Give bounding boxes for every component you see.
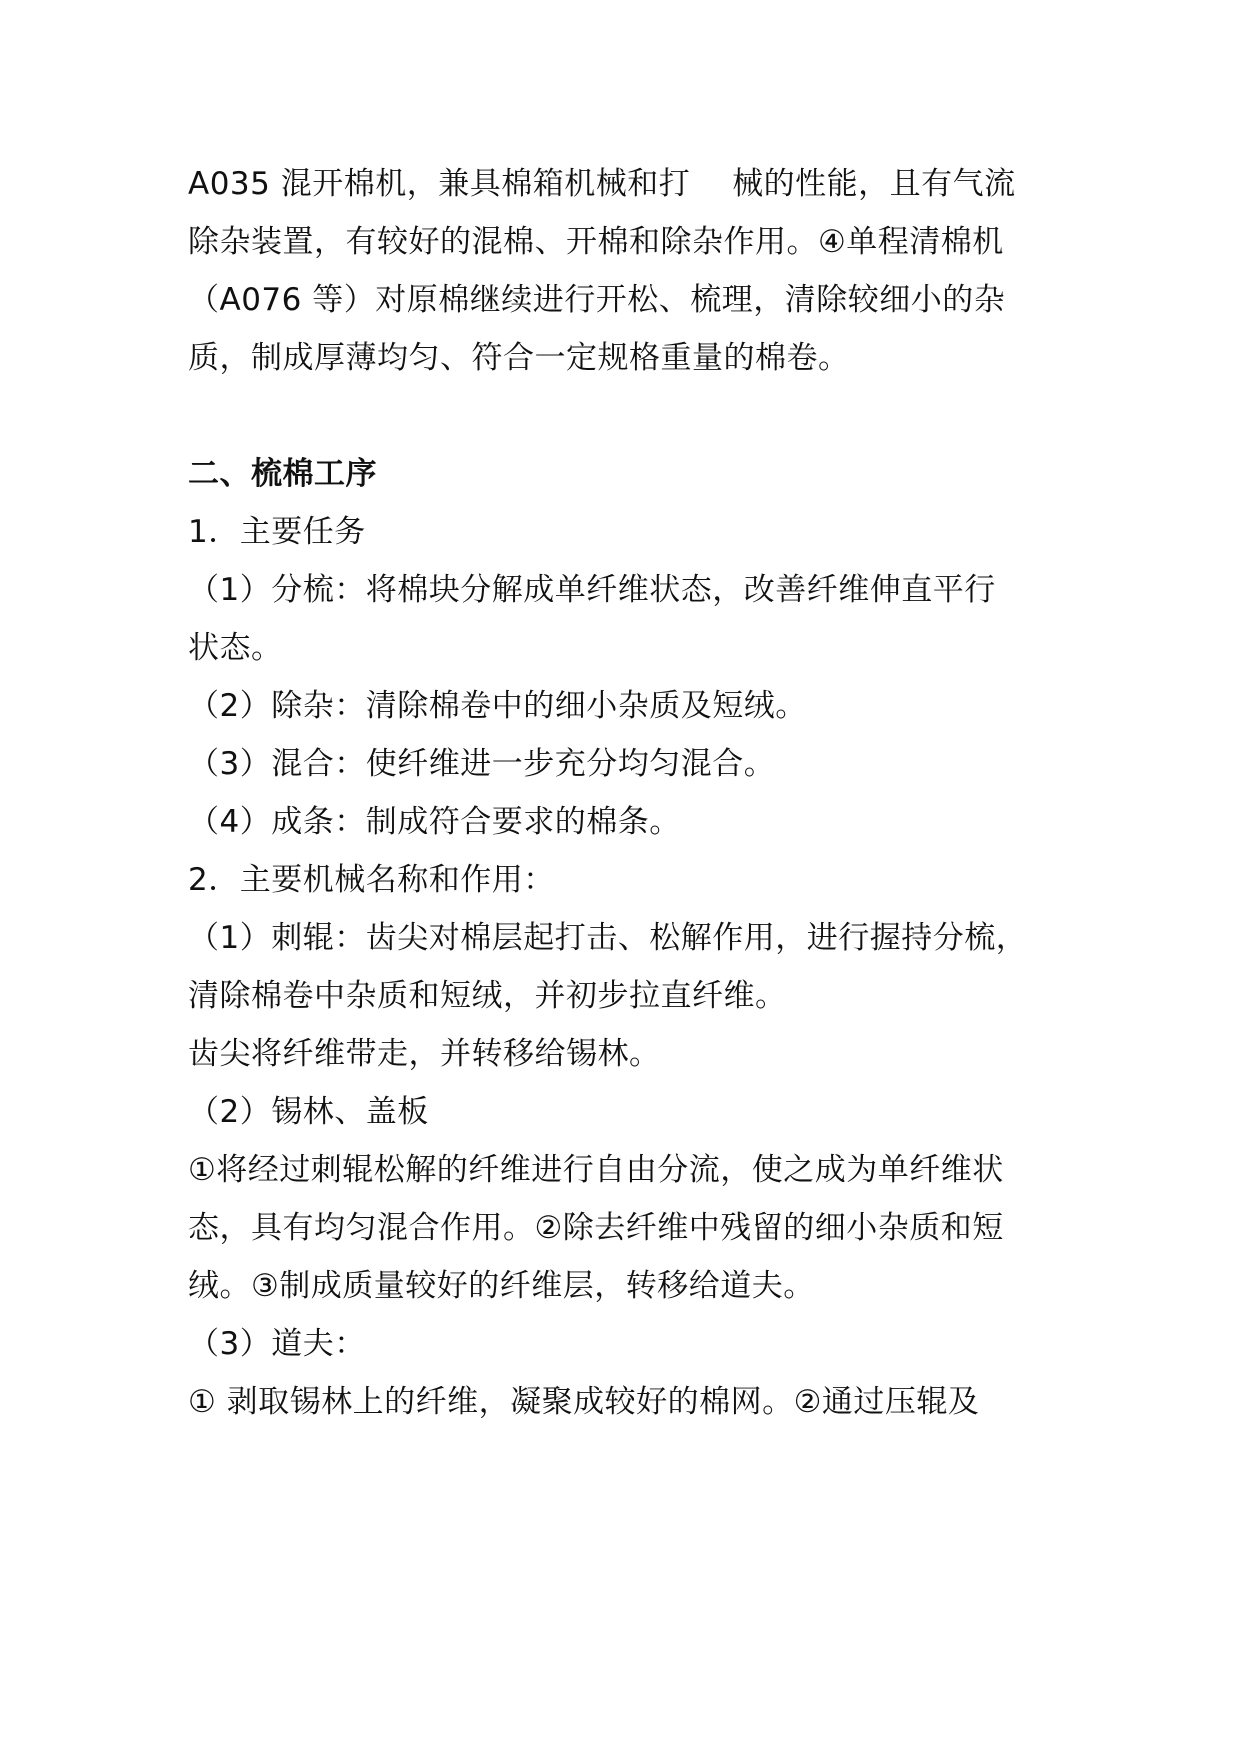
paragraph-line: （3）混合：使纤维进一步充分均匀混合。 bbox=[188, 746, 776, 782]
paragraph-line: （3）道夫： bbox=[188, 1326, 366, 1362]
subsection-heading: 2．主要机械名称和作用： bbox=[188, 862, 555, 898]
paragraph-line: 状态。 bbox=[188, 630, 283, 666]
paragraph-line: （A076 等）对原棉继续进行开松、梳理，清除较细小的杂 bbox=[188, 282, 1006, 318]
paragraph-line: ①将经过刺辊松解的纤维进行自由分流，使之成为单纤维状 bbox=[188, 1152, 1004, 1188]
paragraph-line: 绒。③制成质量较好的纤维层，转移给道夫。 bbox=[188, 1268, 815, 1304]
subsection-heading: 1．主要任务 bbox=[188, 514, 366, 550]
paragraph-line: （2）锡林、盖板 bbox=[188, 1094, 429, 1130]
paragraph-line: A035 混开棉机，兼具棉箱机械和打 械的性能，且有气流 bbox=[188, 166, 1016, 202]
paragraph-line: 质，制成厚薄均匀、符合一定规格重量的棉卷。 bbox=[188, 340, 850, 376]
paragraph-line: 清除棉卷中杂质和短绒，并初步拉直纤维。 bbox=[188, 978, 787, 1014]
paragraph-line: 齿尖将纤维带走，并转移给锡林。 bbox=[188, 1036, 661, 1072]
section-heading: 二、梳棉工序 bbox=[188, 456, 377, 492]
paragraph-line: （2）除杂：清除棉卷中的细小杂质及短绒。 bbox=[188, 688, 807, 724]
paragraph-line: （1）刺辊：齿尖对棉层起打击、松解作用，进行握持分梳， bbox=[188, 920, 1028, 956]
paragraph-line: （4）成条：制成符合要求的棉条。 bbox=[188, 804, 681, 840]
paragraph-line: 态，具有均匀混合作用。②除去纤维中残留的细小杂质和短 bbox=[188, 1210, 1004, 1246]
paragraph-line: （1）分梳：将棉块分解成单纤维状态，改善纤维伸直平行 bbox=[188, 572, 996, 608]
paragraph-line: 除杂装置，有较好的混棉、开棉和除杂作用。④单程清棉机 bbox=[188, 224, 1004, 260]
paragraph-line: ① 剥取锡林上的纤维，凝聚成较好的棉网。②通过压辊及 bbox=[188, 1384, 980, 1420]
